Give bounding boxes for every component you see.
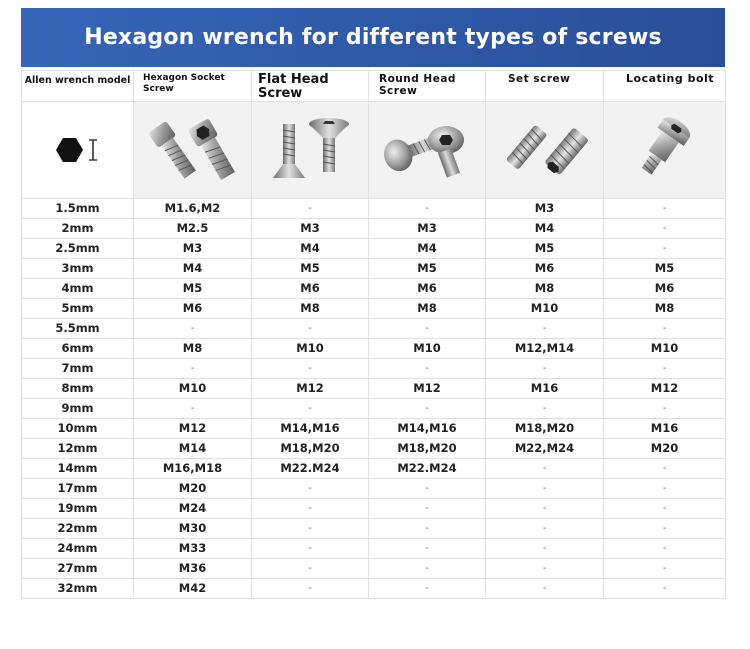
screw-size-cell: -	[604, 519, 726, 539]
screw-size-cell: -	[252, 539, 369, 559]
wrench-size-cell: 1.5mm	[22, 199, 134, 219]
screw-size-cell: M8	[486, 279, 604, 299]
screw-size-cell: -	[486, 499, 604, 519]
screw-size-cell: M10	[369, 339, 486, 359]
header-flat-head-screw: Flat Head Screw	[252, 71, 369, 102]
screw-size-cell: -	[369, 559, 486, 579]
screw-size-cell: M18,M20	[486, 419, 604, 439]
header-locating-bolt: Locating bolt	[604, 71, 726, 102]
screw-size-cell: M3	[486, 199, 604, 219]
screw-size-cell: M3	[134, 239, 252, 259]
table-row	[22, 539, 726, 559]
screw-size-cell: M14,M16	[369, 419, 486, 439]
screw-size-cell: -	[252, 399, 369, 419]
screw-size-cell: -	[604, 479, 726, 499]
screw-size-cell: M14	[134, 439, 252, 459]
wrench-size-cell: 6mm	[22, 339, 134, 359]
screw-size-cell: M10	[486, 299, 604, 319]
screw-size-cell: M33	[134, 539, 252, 559]
screw-size-cell: M14,M16	[252, 419, 369, 439]
screw-size-cell: -	[369, 479, 486, 499]
wrench-size-cell: 2mm	[22, 219, 134, 239]
screw-size-cell: M8	[134, 339, 252, 359]
screw-size-cell: -	[486, 359, 604, 379]
image-row	[22, 102, 726, 199]
screw-size-cell: M16,M18	[134, 459, 252, 479]
screw-size-cell: M5	[134, 279, 252, 299]
title-banner	[21, 8, 725, 67]
screw-size-cell: M16	[486, 379, 604, 399]
screw-size-cell: M20	[134, 479, 252, 499]
table-row	[22, 519, 726, 539]
screw-size-cell: -	[252, 519, 369, 539]
screw-size-cell: -	[604, 399, 726, 419]
table-row	[22, 419, 726, 439]
screw-size-cell: M4	[252, 239, 369, 259]
screw-size-cell: M22,M24	[486, 439, 604, 459]
table-row	[22, 479, 726, 499]
screw-size-cell: -	[486, 399, 604, 419]
table-row	[22, 579, 726, 599]
screw-size-cell: -	[604, 199, 726, 219]
screw-size-cell: M4	[486, 219, 604, 239]
screw-size-cell: M8	[604, 299, 726, 319]
screw-size-cell: -	[604, 319, 726, 339]
screw-size-cell: -	[369, 499, 486, 519]
screw-size-cell: -	[252, 479, 369, 499]
socket-head-screw-icon	[134, 102, 252, 199]
screw-size-cell: -	[134, 319, 252, 339]
screw-size-cell: M42	[134, 579, 252, 599]
wrench-size-cell: 12mm	[22, 439, 134, 459]
screw-size-cell: -	[252, 579, 369, 599]
wrench-size-cell: 17mm	[22, 479, 134, 499]
table-row	[22, 219, 726, 239]
screw-size-cell: M22.M24	[369, 459, 486, 479]
screw-size-cell: M6	[369, 279, 486, 299]
header-round-head-screw: Round Head Screw	[369, 71, 486, 102]
header-row	[22, 71, 726, 102]
screw-size-cell: M6	[604, 279, 726, 299]
wrench-size-cell: 3mm	[22, 259, 134, 279]
wrench-size-cell: 10mm	[22, 419, 134, 439]
screw-size-cell: -	[486, 479, 604, 499]
screw-size-cell: -	[486, 519, 604, 539]
header-hexagon-socket-screw: Hexagon Socket Screw	[134, 71, 252, 102]
wrench-size-cell: 32mm	[22, 579, 134, 599]
screw-size-cell: -	[252, 559, 369, 579]
screw-size-cell: M6	[486, 259, 604, 279]
table-row	[22, 199, 726, 219]
screw-size-cell: M36	[134, 559, 252, 579]
screw-size-cell: M24	[134, 499, 252, 519]
screw-size-cell: M10	[134, 379, 252, 399]
screw-size-cell: -	[604, 499, 726, 519]
wrench-size-cell: 5mm	[22, 299, 134, 319]
screw-size-cell: M12	[604, 379, 726, 399]
screw-size-cell: M1.6,M2	[134, 199, 252, 219]
screw-size-cell: M12	[252, 379, 369, 399]
screw-size-cell: -	[486, 459, 604, 479]
screw-size-cell: M18,M20	[369, 439, 486, 459]
screw-size-cell: -	[369, 399, 486, 419]
screw-size-cell: -	[252, 499, 369, 519]
table-row	[22, 279, 726, 299]
locating-bolt-icon	[604, 102, 726, 199]
screw-size-cell: -	[369, 319, 486, 339]
screw-size-cell: -	[486, 559, 604, 579]
table-row	[22, 499, 726, 519]
screw-size-cell: -	[134, 359, 252, 379]
wrench-size-cell: 19mm	[22, 499, 134, 519]
wrench-size-cell: 27mm	[22, 559, 134, 579]
wrench-size-cell: 2.5mm	[22, 239, 134, 259]
wrench-size-cell: 22mm	[22, 519, 134, 539]
screw-size-cell: M5	[486, 239, 604, 259]
screw-size-cell: -	[486, 319, 604, 339]
wrench-size-cell: 5.5mm	[22, 319, 134, 339]
screw-size-cell: -	[369, 519, 486, 539]
screw-size-cell: M3	[369, 219, 486, 239]
screw-size-cell: -	[486, 579, 604, 599]
screw-size-cell: -	[604, 239, 726, 259]
screw-size-cell: M4	[134, 259, 252, 279]
wrench-size-cell: 9mm	[22, 399, 134, 419]
screw-size-cell: -	[369, 539, 486, 559]
screw-size-cell: M3	[252, 219, 369, 239]
table-row	[22, 339, 726, 359]
screw-size-cell: -	[604, 219, 726, 239]
table-row	[22, 239, 726, 259]
screw-size-cell: -	[252, 199, 369, 219]
header-allen-wrench-model: Allen wrench model	[22, 71, 134, 102]
screw-size-cell: -	[252, 319, 369, 339]
round-head-screw-icon	[369, 102, 486, 199]
screw-size-cell: -	[486, 539, 604, 559]
screw-size-cell: -	[604, 539, 726, 559]
wrench-size-cell: 14mm	[22, 459, 134, 479]
table-row	[22, 399, 726, 419]
screw-size-cell: -	[369, 199, 486, 219]
screw-size-cell: M12,M14	[486, 339, 604, 359]
screw-size-cell: -	[604, 579, 726, 599]
header-set-screw: Set screw	[486, 71, 604, 102]
screw-size-cell: M5	[252, 259, 369, 279]
screw-size-cell: -	[134, 399, 252, 419]
screw-size-cell: M30	[134, 519, 252, 539]
table-row	[22, 379, 726, 399]
screw-size-cell: -	[369, 579, 486, 599]
screw-size-cell: M12	[134, 419, 252, 439]
screw-size-cell: M6	[134, 299, 252, 319]
screw-size-cell: M4	[369, 239, 486, 259]
table-row	[22, 439, 726, 459]
table-row	[22, 559, 726, 579]
table-row	[22, 319, 726, 339]
flat-head-screw-icon	[252, 102, 369, 199]
screw-size-cell: M5	[369, 259, 486, 279]
screw-size-cell: M12	[369, 379, 486, 399]
wrench-size-cell: 8mm	[22, 379, 134, 399]
hex-key-icon	[22, 102, 134, 199]
set-screw-icon	[486, 102, 604, 199]
screw-size-cell: -	[252, 359, 369, 379]
screw-size-cell: -	[369, 359, 486, 379]
screw-size-cell: M5	[604, 259, 726, 279]
screw-size-cell: M8	[252, 299, 369, 319]
screw-size-cell: -	[604, 459, 726, 479]
screw-size-cell: -	[604, 559, 726, 579]
table-row	[22, 299, 726, 319]
screw-size-cell: M16	[604, 419, 726, 439]
wrench-size-cell: 24mm	[22, 539, 134, 559]
screw-size-cell: M2.5	[134, 219, 252, 239]
screw-size-cell: M20	[604, 439, 726, 459]
table-row	[22, 359, 726, 379]
screw-size-cell: M10	[604, 339, 726, 359]
wrench-size-cell: 4mm	[22, 279, 134, 299]
screw-size-cell: -	[604, 359, 726, 379]
wrench-size-table	[21, 70, 726, 599]
table-row	[22, 259, 726, 279]
wrench-size-cell: 7mm	[22, 359, 134, 379]
table-row	[22, 459, 726, 479]
screw-size-cell: M22.M24	[252, 459, 369, 479]
page-title: Hexagon wrench for different types of screws	[84, 25, 662, 50]
screw-size-cell: M18,M20	[252, 439, 369, 459]
screw-size-cell: M10	[252, 339, 369, 359]
screw-size-cell: M8	[369, 299, 486, 319]
screw-size-cell: M6	[252, 279, 369, 299]
